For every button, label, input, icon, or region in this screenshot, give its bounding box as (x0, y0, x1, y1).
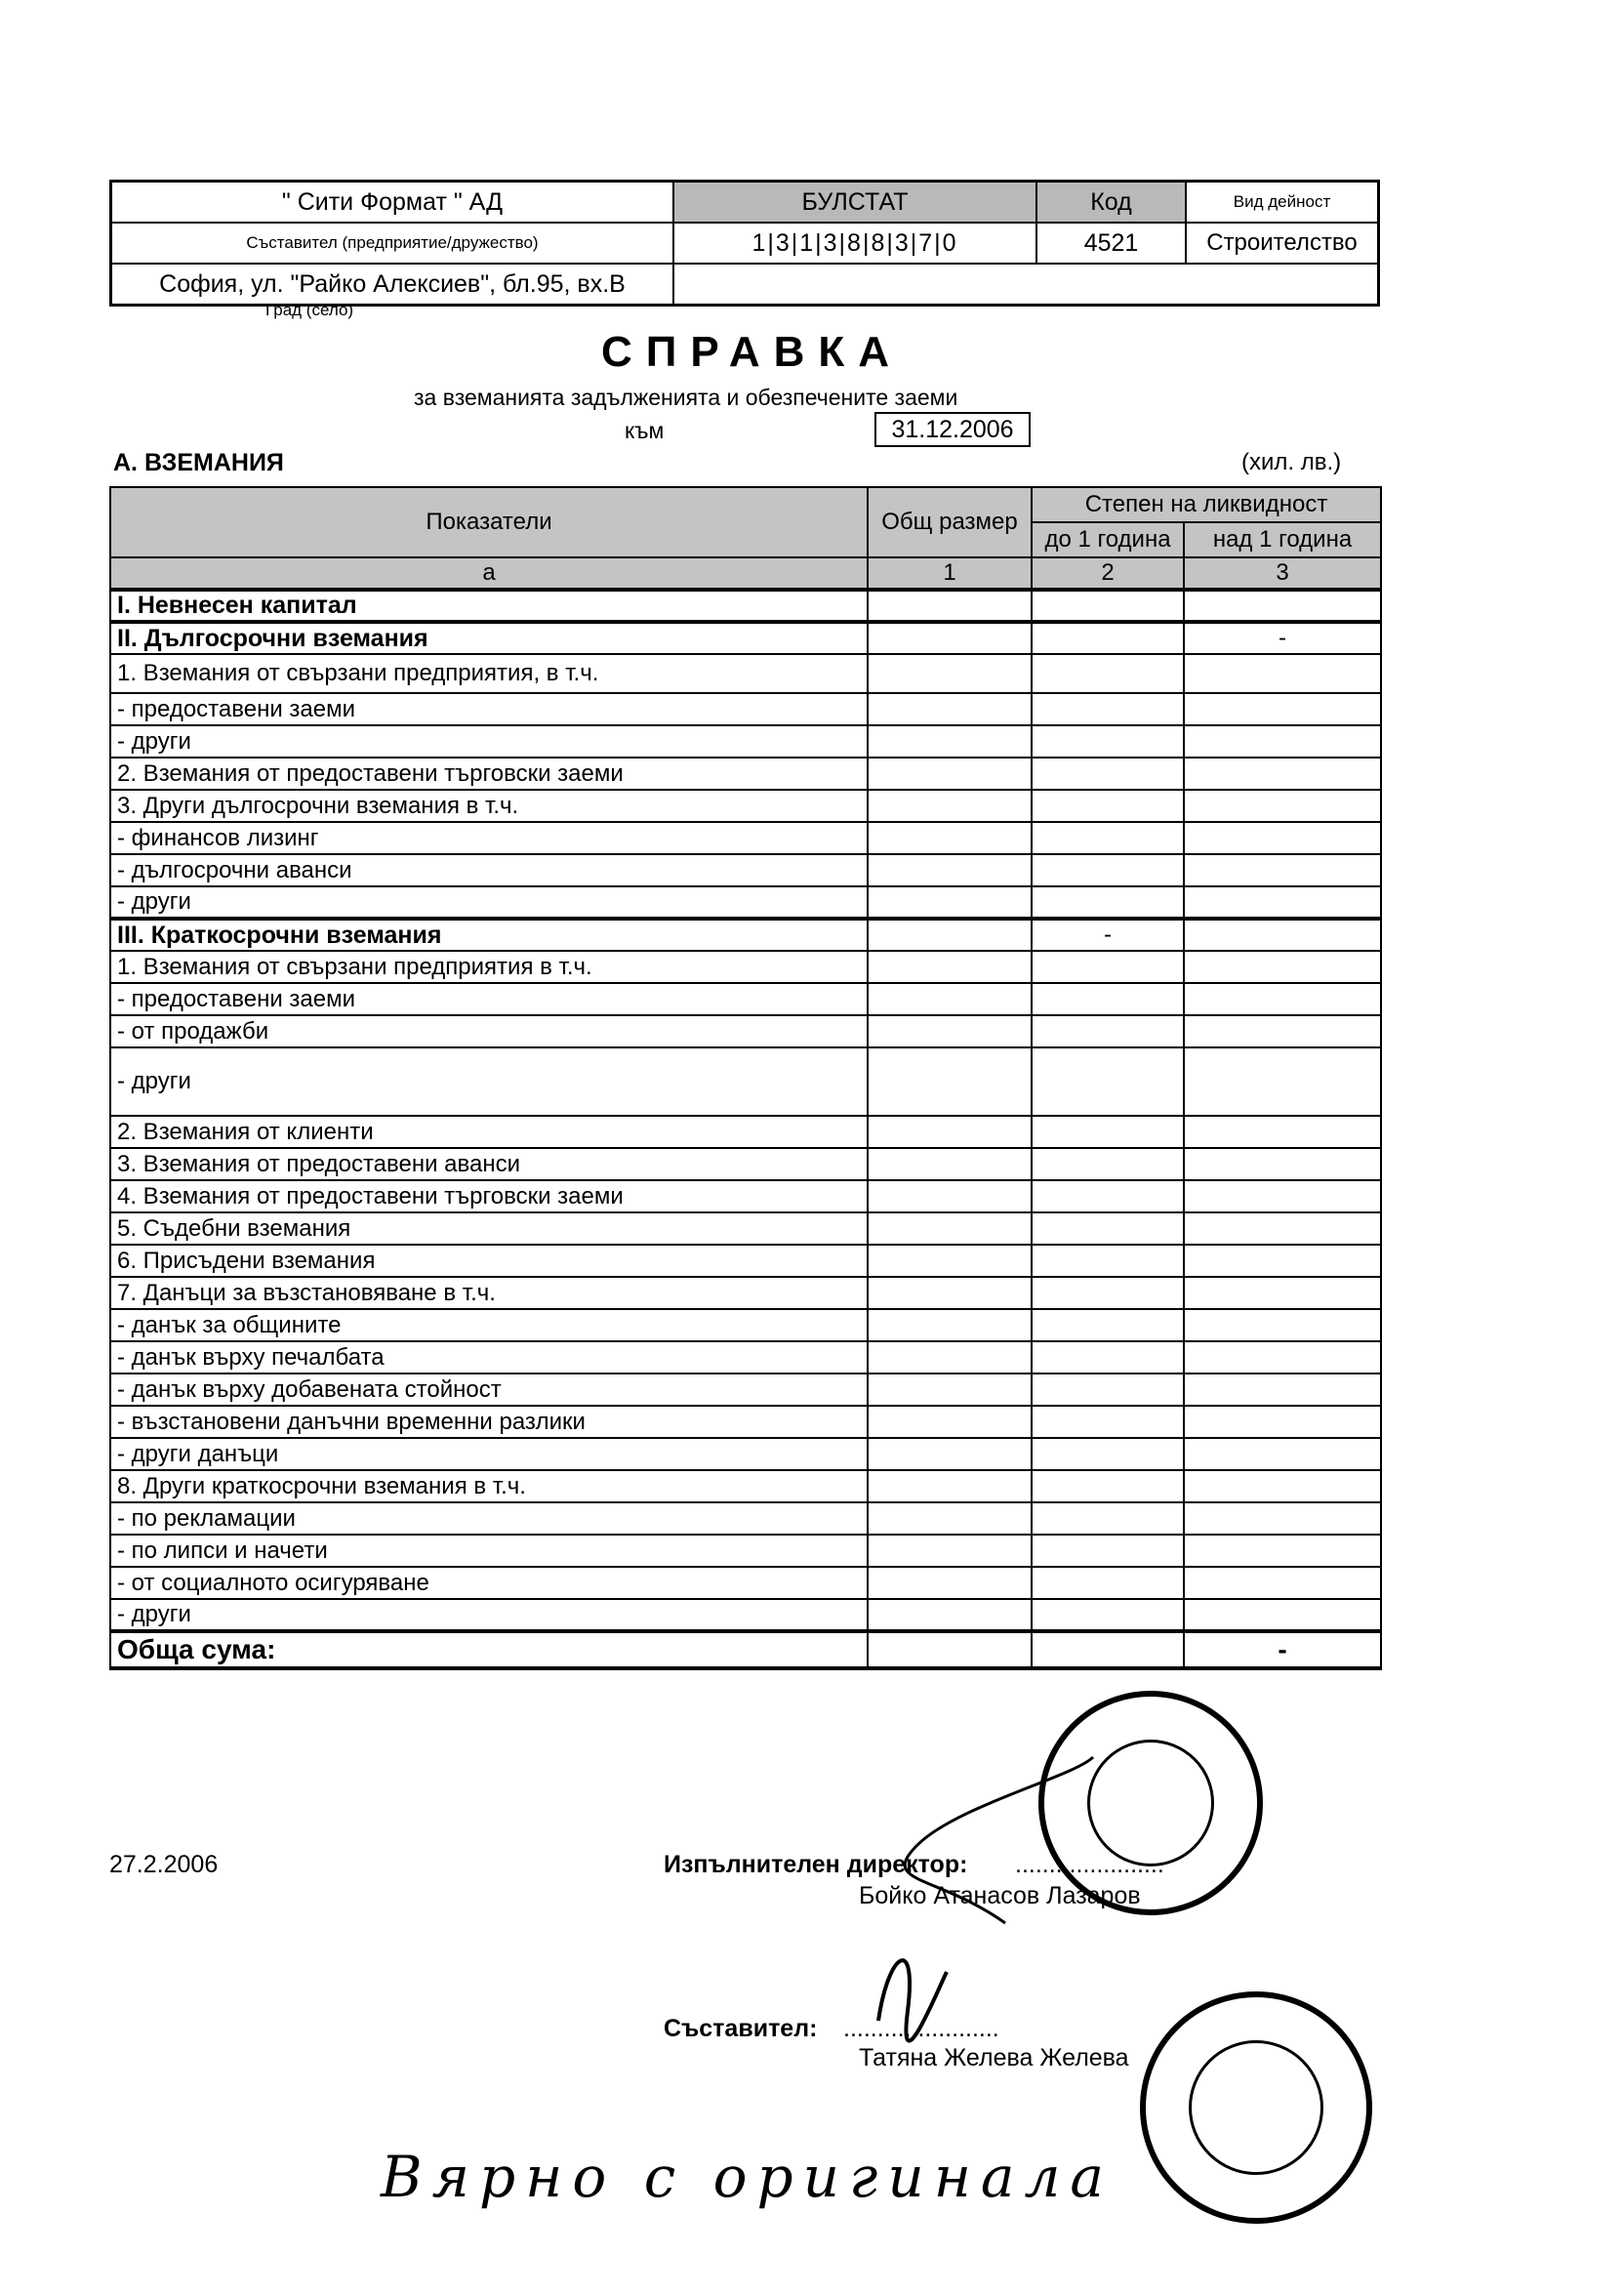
row-under-one-year (1032, 1535, 1184, 1567)
row-label: - други (110, 886, 868, 919)
row-over-one-year (1184, 1567, 1381, 1599)
row-total (868, 654, 1032, 693)
table-row (110, 1502, 1381, 1535)
director-label: Изпълнителен директор: (664, 1851, 968, 1878)
index-1: 1 (868, 557, 1032, 590)
row-over-one-year (1184, 725, 1381, 758)
table-row (110, 919, 1381, 951)
row-over-one-year (1184, 1116, 1381, 1148)
row-over-one-year (1184, 1535, 1381, 1567)
row-label: 7. Данъци за възстановяване в т.ч. (110, 1277, 868, 1309)
row-total (868, 1341, 1032, 1374)
row-over-one-year (1184, 1277, 1381, 1309)
row-label: 3. Други дългосрочни вземания в т.ч. (110, 790, 868, 822)
row-total (868, 1567, 1032, 1599)
row-label: 2. Вземания от клиенти (110, 1116, 868, 1148)
table-row (110, 622, 1381, 654)
row-label: II. Дългосрочни вземания (110, 622, 868, 654)
row-over-one-year (1184, 886, 1381, 919)
row-label: 8. Други краткосрочни вземания в т.ч. (110, 1470, 868, 1502)
table-row (110, 1599, 1381, 1631)
table-row (110, 822, 1381, 854)
row-over-one-year (1184, 654, 1381, 693)
row-over-one-year (1184, 1470, 1381, 1502)
row-under-one-year (1032, 822, 1184, 854)
total-v2 (1032, 1631, 1184, 1668)
row-over-one-year (1184, 822, 1381, 854)
row-total (868, 919, 1032, 951)
code-label: Код (1037, 183, 1187, 222)
table-row (110, 1309, 1381, 1341)
table-row (110, 1180, 1381, 1212)
table-row (110, 1535, 1381, 1567)
company-name: " Сити Формат " АД (112, 183, 674, 222)
row-under-one-year (1032, 1599, 1184, 1631)
row-under-one-year (1032, 1180, 1184, 1212)
table-row (110, 1277, 1381, 1309)
row-label: - други (110, 725, 868, 758)
table-row (110, 1567, 1381, 1599)
row-label: - предоставени заеми (110, 983, 868, 1015)
row-label: III. Краткосрочни вземания (110, 919, 868, 951)
total-v1 (868, 1631, 1032, 1668)
row-under-one-year: - (1032, 919, 1184, 951)
row-total (868, 590, 1032, 622)
row-total (868, 1116, 1032, 1148)
row-total (868, 693, 1032, 725)
section-heading: А. ВЗЕМАНИЯ (113, 449, 284, 476)
row-under-one-year (1032, 886, 1184, 919)
row-total (868, 1015, 1032, 1047)
row-under-one-year (1032, 854, 1184, 886)
director-signature-line: ...................... (1015, 1851, 1164, 1878)
table-row (110, 1470, 1381, 1502)
row-total (868, 1245, 1032, 1277)
table-row (110, 983, 1381, 1015)
row-over-one-year (1184, 1502, 1381, 1535)
activity-value: Строителство (1206, 229, 1358, 256)
table-row (110, 790, 1381, 822)
row-under-one-year (1032, 622, 1184, 654)
row-total (868, 1374, 1032, 1406)
row-total (868, 622, 1032, 654)
row-under-one-year (1032, 1406, 1184, 1438)
row-over-one-year (1184, 1180, 1381, 1212)
company-address: София, ул. "Райко Алексиев", бл.95, вх.В (112, 265, 674, 304)
row-over-one-year: - (1184, 622, 1381, 654)
row-label: - данък за общините (110, 1309, 868, 1341)
col-liquidity: Степен на ликвидност (1032, 487, 1381, 522)
row-under-one-year (1032, 1374, 1184, 1406)
table-row (110, 1047, 1381, 1116)
city-caption: Град (село) (265, 301, 354, 319)
row-label: - данък върху добавената стойност (110, 1374, 868, 1406)
row-total (868, 1309, 1032, 1341)
row-over-one-year (1184, 1245, 1381, 1277)
row-total (868, 1212, 1032, 1245)
row-label: - по липси и начети (110, 1535, 868, 1567)
col-total: Общ размер (868, 487, 1032, 557)
row-label: 2. Вземания от предоставени търговски заеми (110, 758, 868, 790)
row-under-one-year (1032, 1309, 1184, 1341)
row-under-one-year (1032, 1047, 1184, 1116)
row-label: 5. Съдебни вземания (110, 1212, 868, 1245)
table-row (110, 951, 1381, 983)
composer-signature-line: ....................... (843, 2015, 999, 2042)
row-over-one-year (1184, 983, 1381, 1015)
page-title: СПРАВКА (601, 328, 904, 376)
row-label: - други данъци (110, 1438, 868, 1470)
bulstat-number: 1|3|1|3|8|8|3|7|0 (674, 224, 1037, 263)
row-under-one-year (1032, 1502, 1184, 1535)
row-over-one-year (1184, 951, 1381, 983)
table-row (110, 590, 1381, 622)
row-total (868, 790, 1032, 822)
row-under-one-year (1032, 1341, 1184, 1374)
table-row (110, 1212, 1381, 1245)
row-over-one-year (1184, 1148, 1381, 1180)
table-row (110, 1116, 1381, 1148)
row-under-one-year (1032, 983, 1184, 1015)
row-over-one-year (1184, 1047, 1381, 1116)
row-label: 6. Присъдени вземания (110, 1245, 868, 1277)
row-over-one-year (1184, 693, 1381, 725)
row-over-one-year (1184, 758, 1381, 790)
row-over-one-year (1184, 1015, 1381, 1047)
row-under-one-year (1032, 1245, 1184, 1277)
table-row (110, 1374, 1381, 1406)
row-total (868, 1470, 1032, 1502)
row-over-one-year (1184, 1374, 1381, 1406)
table-row (110, 725, 1381, 758)
table-row (110, 1148, 1381, 1180)
activity-label: Вид дейност (1233, 192, 1331, 211)
row-total (868, 854, 1032, 886)
signature-scribbles (859, 1699, 1269, 2070)
row-total (868, 725, 1032, 758)
col-over-one-year: над 1 година (1184, 522, 1381, 557)
row-under-one-year (1032, 1116, 1184, 1148)
row-over-one-year (1184, 1212, 1381, 1245)
receivables-table (109, 486, 1382, 1670)
row-under-one-year (1032, 1148, 1184, 1180)
row-label: - финансов лизинг (110, 822, 868, 854)
row-under-one-year (1032, 790, 1184, 822)
bulstat-label: БУЛСТАТ (674, 183, 1037, 222)
col-indicators: Показатели (110, 487, 868, 557)
row-label: - други (110, 1599, 868, 1631)
row-under-one-year (1032, 1470, 1184, 1502)
row-total (868, 1047, 1032, 1116)
row-under-one-year (1032, 951, 1184, 983)
table-row (110, 1015, 1381, 1047)
total-row (110, 1631, 1381, 1668)
row-over-one-year (1184, 854, 1381, 886)
table-row (110, 1341, 1381, 1374)
composer-name: Татяна Желева Желева (859, 2044, 1129, 2071)
row-total (868, 1599, 1032, 1631)
row-label: 1. Вземания от свързани предприятия в т.ч. (110, 951, 868, 983)
row-total (868, 822, 1032, 854)
table-row (110, 654, 1381, 693)
activity-code: 4521 (1037, 224, 1187, 263)
table-row (110, 693, 1381, 725)
row-label: - възстановени данъчни временни разлики (110, 1406, 868, 1438)
row-total (868, 758, 1032, 790)
index-3: 3 (1184, 557, 1381, 590)
row-total (868, 951, 1032, 983)
table-row (110, 1245, 1381, 1277)
col-under-one-year: до 1 година (1032, 522, 1184, 557)
row-under-one-year (1032, 758, 1184, 790)
row-under-one-year (1032, 1567, 1184, 1599)
row-label: - предоставени заеми (110, 693, 868, 725)
composer-caption: Съставител (предприятие/дружество) (112, 224, 674, 263)
row-total (868, 983, 1032, 1015)
row-under-one-year (1032, 590, 1184, 622)
row-over-one-year (1184, 1406, 1381, 1438)
row-under-one-year (1032, 654, 1184, 693)
row-over-one-year (1184, 790, 1381, 822)
row-over-one-year (1184, 1438, 1381, 1470)
row-label: - данък върху печалбата (110, 1341, 868, 1374)
table-row (110, 886, 1381, 919)
total-label: Обща сума: (110, 1631, 868, 1668)
report-date: 31.12.2006 (874, 412, 1031, 447)
as-of-label: към (625, 418, 665, 443)
row-over-one-year (1184, 1599, 1381, 1631)
row-under-one-year (1032, 1438, 1184, 1470)
row-label: - по рекламации (110, 1502, 868, 1535)
handwritten-certification: Вярно с оригинала (381, 2144, 1114, 2210)
row-label: - дългосрочни аванси (110, 854, 868, 886)
row-total (868, 1277, 1032, 1309)
index-a: а (110, 557, 868, 590)
row-total (868, 1180, 1032, 1212)
row-total (868, 886, 1032, 919)
row-under-one-year (1032, 1277, 1184, 1309)
table-index-row (110, 557, 1381, 590)
row-label: - от продажби (110, 1015, 868, 1047)
row-under-one-year (1032, 693, 1184, 725)
row-over-one-year (1184, 1341, 1381, 1374)
row-label: I. Невнесен капитал (110, 590, 868, 622)
units-label: (хил. лв.) (1241, 449, 1342, 475)
signing-date: 27.2.2006 (109, 1851, 219, 1878)
row-over-one-year (1184, 590, 1381, 622)
header-block (109, 180, 1380, 307)
row-total (868, 1148, 1032, 1180)
table-row (110, 1438, 1381, 1470)
page-subtitle: за вземанията задълженията и обезпечените заеми (414, 385, 958, 410)
table-row (110, 1406, 1381, 1438)
row-under-one-year (1032, 1212, 1184, 1245)
index-2: 2 (1032, 557, 1184, 590)
table-header-row (110, 487, 1381, 522)
row-label: 1. Вземания от свързани предприятия, в т.ч. (110, 654, 868, 693)
row-under-one-year (1032, 725, 1184, 758)
row-label: - от социалното осигуряване (110, 1567, 868, 1599)
table-row (110, 854, 1381, 886)
row-total (868, 1535, 1032, 1567)
row-label: 3. Вземания от предоставени аванси (110, 1148, 868, 1180)
row-over-one-year (1184, 919, 1381, 951)
row-total (868, 1502, 1032, 1535)
row-over-one-year (1184, 1309, 1381, 1341)
director-name: Бойко Атанасов Лазаров (859, 1882, 1141, 1909)
row-label: - други (110, 1047, 868, 1116)
row-total (868, 1406, 1032, 1438)
row-under-one-year (1032, 1015, 1184, 1047)
row-total (868, 1438, 1032, 1470)
row-label: 4. Вземания от предоставени търговски заеми (110, 1180, 868, 1212)
total-v3: - (1184, 1631, 1381, 1668)
table-row (110, 758, 1381, 790)
composer-label: Съставител: (664, 2015, 818, 2042)
